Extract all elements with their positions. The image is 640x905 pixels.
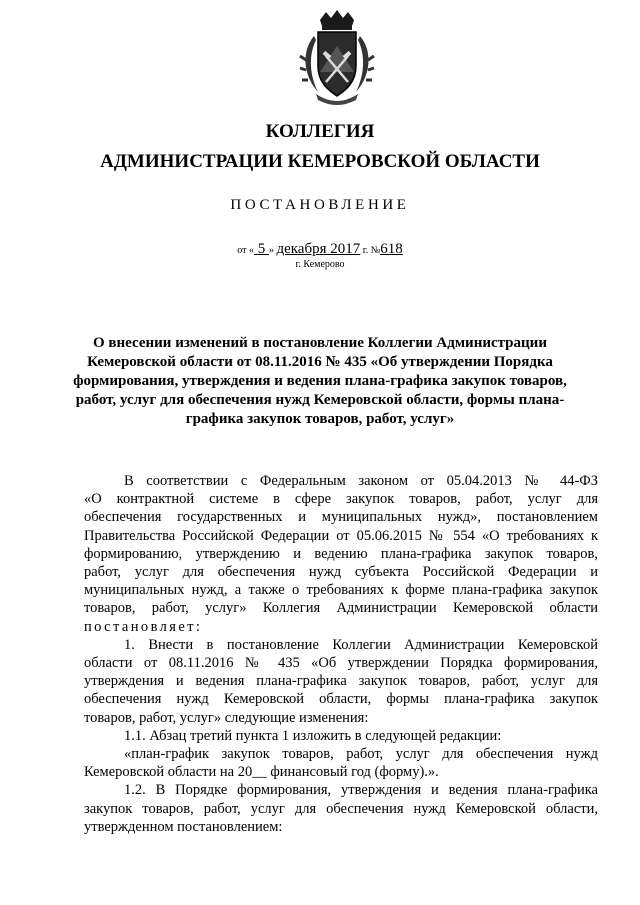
body-line: постановляет: [84, 618, 203, 635]
body-line: «О контрактной системе в сфере закупок товаров, работ, услуг для [84, 491, 598, 508]
kemerovo-coat-of-arms-icon [296, 10, 378, 110]
body-line: Правительства Российской Федерации от 05.06.2015 № 554 «О требованиях к [84, 527, 598, 544]
body-line: 1.1. Абзац третий пункта 1 изложить в следующей редакции: [124, 727, 502, 744]
subject-line: Кемеровской области от 08.11.2016 № 435 «Об утверждении Порядка [87, 354, 553, 370]
body-line: 1.2. В Порядке формирования, утверждения и ведения плана-графика [124, 782, 598, 799]
decree-date-line [0, 240, 640, 260]
subject-line: работ, услуг для обеспечения нужд Кемеровской области, формы плана- [75, 392, 565, 408]
body-line: утвержденном постановлением: [84, 818, 283, 835]
decree-number-label: № [370, 245, 381, 256]
date-year-suffix: г. [362, 245, 369, 256]
subject-line: графика закупок товаров, работ, услуг» [185, 411, 455, 427]
subject-line: формирования, утверждения и ведения плана-графика закупок товаров, [73, 373, 567, 389]
header-line-2: АДМИНИСТРАЦИИ КЕМЕРОВСКОЙ ОБЛАСТИ [100, 151, 540, 172]
date-day: 5 [257, 241, 266, 257]
body-line: области от 08.11.2016 № 435 «Об утверждении Порядка формирования, [84, 655, 598, 672]
body-line: 1. Внести в постановление Коллегии Администрации Кемеровской [124, 636, 598, 653]
date-month-year: декабря 2017 [276, 241, 361, 257]
body-line: товаров, работ, услуг» следующие изменения: [84, 709, 369, 726]
decree-number: 618 [380, 241, 403, 257]
body-line: обеспечения государственных и муниципальных нужд», постановлением [84, 509, 598, 526]
subject-line: О внесении изменений в постановление Коллегии Администрации [93, 335, 547, 351]
date-prefix: от « [237, 245, 254, 256]
decree-title: ПОСТАНОВЛЕНИЕ [230, 197, 410, 213]
body-line: Кемеровской области на 20__ финансовый год (форму).». [84, 764, 439, 781]
body-line: В соответствии с Федеральным законом от 05.04.2013 № 44-ФЗ [124, 473, 598, 489]
body-line: работ, услуг для обеспечения нужд субъекта Российской Федерации и [84, 564, 598, 581]
body-line: обеспечения нужд Кемеровской области, формы плана-графика закупок [84, 691, 598, 708]
body-line: закупок товаров, работ, услуг для обеспечения нужд Кемеровской области, [84, 800, 598, 817]
body-line: формированию, утверждению и ведению плана-графика закупок товаров, [84, 545, 598, 562]
decree-subject [0, 334, 640, 429]
city: г. Кемерово [295, 259, 345, 270]
decree-body [84, 472, 598, 836]
header-line-1: КОЛЛЕГИЯ [265, 121, 375, 142]
body-line: утверждения и ведения плана-графика закупок товаров, работ, услуг для [84, 673, 598, 690]
body-line: товаров, работ, услуг» Коллегия Администрации Кемеровской области [84, 600, 598, 617]
date-sep: » [268, 245, 274, 256]
body-line: муниципальных нужд, а также о требованиях к форме плана-графика закупок [84, 582, 598, 599]
body-line: «план-график закупок товаров, работ, услуг для обеспечения нужд [124, 746, 598, 763]
